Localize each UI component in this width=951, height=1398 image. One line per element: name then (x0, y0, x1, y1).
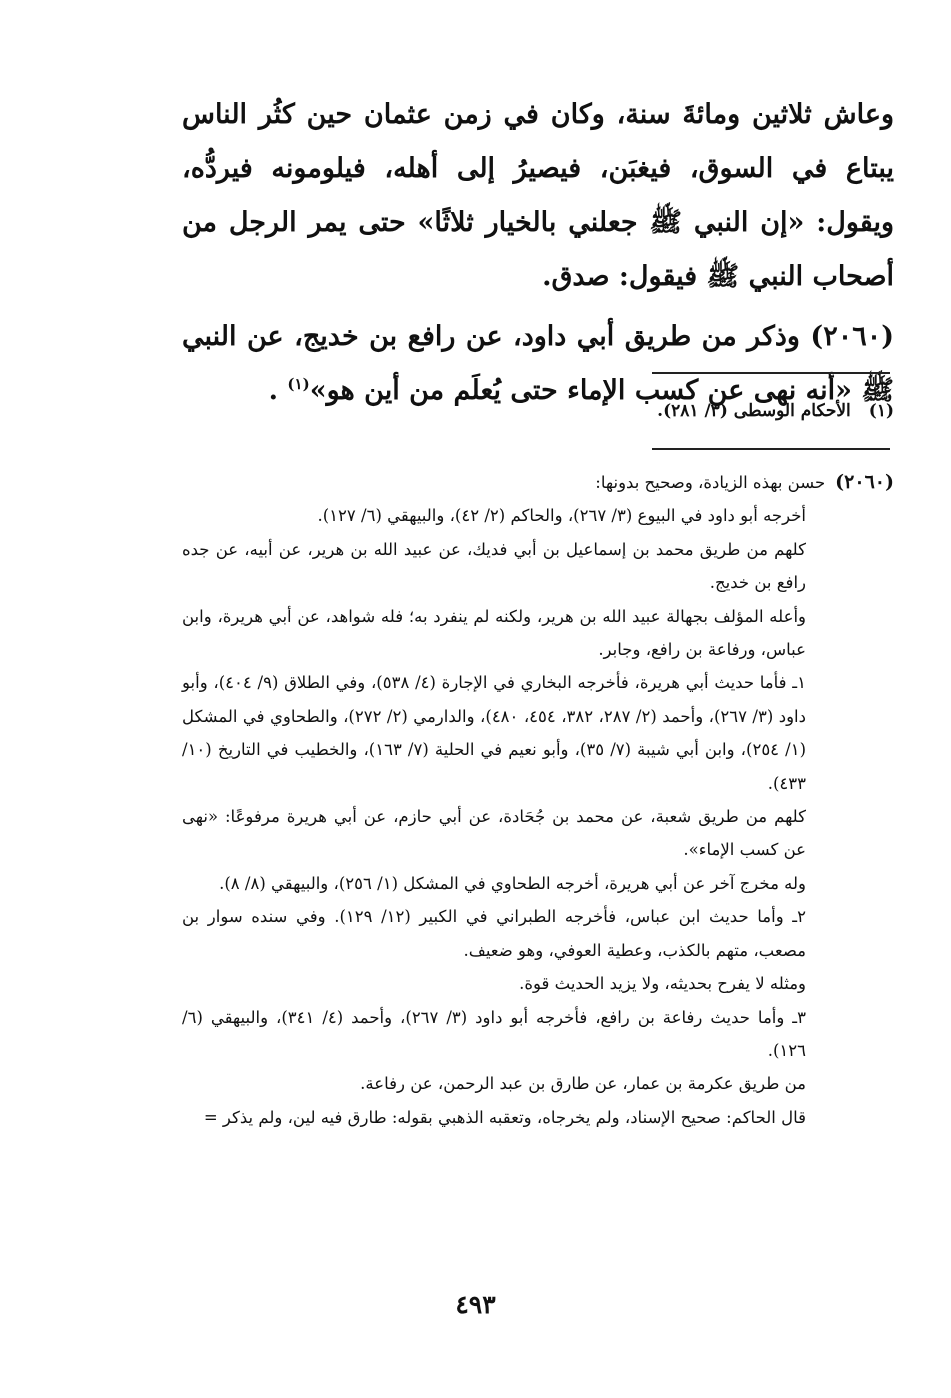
page-number: ٤٩٣ (455, 1290, 496, 1319)
footnote-divider-top (652, 372, 890, 374)
main-text (182, 88, 894, 418)
note-line: كلهم من طريق محمد بن إسماعيل بن أبي فديك، عن عبيد الله بن هرير، عن أبيه، عن جده رافع بن خديج. (182, 539, 806, 593)
note-line: كلهم من طريق شعبة، عن محمد بن جُحَادة، عن أبي حازم، عن أبي هريرة مرفوعًا: «نهى عن كسب الإماء». (182, 807, 806, 860)
note-line: ومثله لا يفرح بحديثه، ولا يزيد الحديث قوة. (519, 974, 806, 994)
note-line: قال الحاكم: صحيح الإسناد، ولم يخرجاه، وتعقبه الذهبي بقوله: طارق فيه لين، ولم يذكر = (203, 1107, 806, 1127)
notes-hadith-number: (٢٠٦٠) (835, 471, 894, 493)
hadith-text: وذكر من طريق أبي داود، عن رافع بن خديج، عن النبي ﷺ «أنه نهى عن كسب الإماء حتى يُعلَم من أين هو» (182, 321, 894, 406)
notes-body (182, 499, 894, 1134)
footnote-reference: (١) (287, 375, 310, 393)
footnote-text: الأحكام الوسطى (٣/ ٢٨١). (657, 401, 851, 421)
notes-heading-text: حسن بهذه الزيادة، وصحيح بدونها: (595, 473, 826, 492)
hadith-number: (٢٠٦٠) (810, 321, 894, 352)
commentary-notes (182, 466, 894, 1134)
footnote-divider-bottom (652, 448, 890, 450)
note-line: من طريق عكرمة بن عمار، عن طارق بن عبد الرحمن، عن رفاعة. (360, 1074, 806, 1094)
note-line: وله مخرج آخر عن أبي هريرة، أخرجه الطحاوي في المشكل (١/ ٢٥٦)، والبيهقي (٨/ ٨). (219, 873, 806, 893)
notes-heading (182, 466, 894, 499)
main-paragraph: وعاش ثلاثين ومائةَ سنة، وكان في زمن عثمان حين كثُر الناس يبتاع في السوق، فيغبَن، فيصيرُ إلى أهله، فيلومونه فيردُّه، ويقول: «إن النبي ﷺ جعلني بالخيار ثلاثًا» حتى يمر الرجل من أصحاب النبي ﷺ فيقول: صدق. (182, 99, 894, 292)
note-line: ٣ـ وأما حديث رفاعة بن رافع، فأخرجه أبو داود (٣/ ٢٦٧)، وأحمد (٤/ ٣٤١)، والبيهقي (٦/ ١٢٦). (182, 1007, 806, 1060)
footnote (182, 398, 894, 424)
note-line: ١ـ فأما حديث أبي هريرة، فأخرجه البخاري في الإجارة (٤/ ٥٣٨)، وفي الطلاق (٩/ ٤٠٤)، وأبو داود (٣/ ٢٦٧)، وأحمد (٢/ ٢٨٧، ٣٨٢، ٤٥٤، ٤٨٠)، والدارمي (٢/ ٢٧٢)، والطحاوي في المشكل (١/ ٢٥٤)، وابن أبي شيبة (٧/ ٣٥)، وأبو نعيم في الحلية (٧/ ١٦٣)، والخطيب في التاريخ (١٠/ ٤٣٣). (182, 673, 807, 793)
note-line: ٢ـ وأما حديث ابن عباس، فأخرجه الطبراني في الكبير (١٢/ ١٢٩). وفي سنده سوار بن مصعب، متهم بالكذب، وعطية العوفي، وهو ضعيف. (182, 907, 806, 960)
hadith-end: . (268, 375, 279, 406)
note-line: أخرجه أبو داود في البيوع (٣/ ٢٦٧)، والحاكم (٢/ ٤٢)، والبيهقي (٦/ ١٢٧). (317, 506, 806, 526)
note-line: وأعله المؤلف بجهالة عبيد الله بن هرير، ولكنه لم ينفرد به؛ فله شواهد، عن أبي هريرة، وابن عباس، ورفاعة بن رافع، وجابر. (182, 606, 806, 660)
footnote-marker: (١) (868, 401, 894, 421)
